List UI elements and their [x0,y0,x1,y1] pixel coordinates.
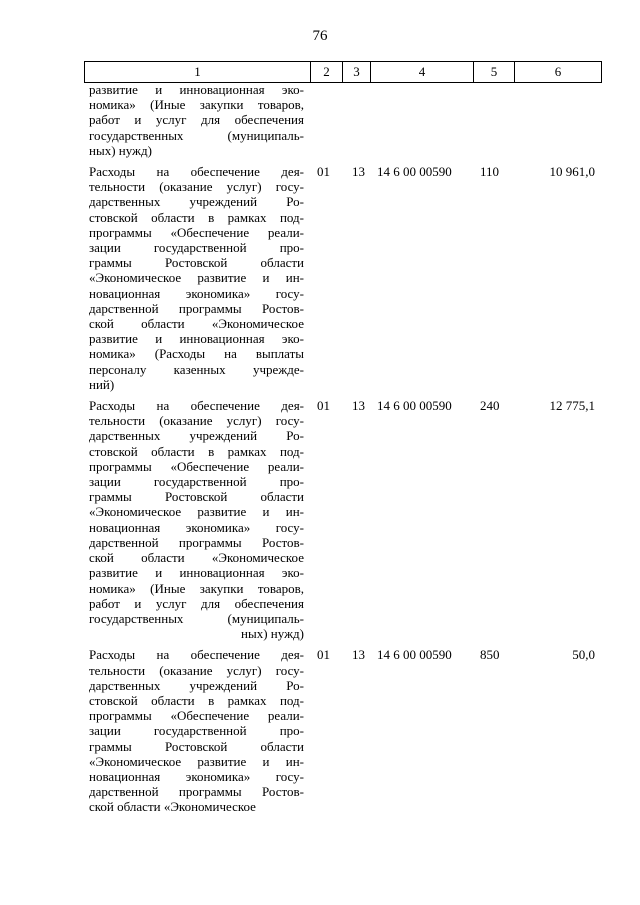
column-header-6: 6 [515,62,602,83]
description-line: номика» (Иные закупки товаров, [89,97,304,113]
table-row [84,82,601,158]
amount-value: 50,0 [572,647,595,663]
description-line: ской области «Экономическое [89,316,304,332]
column-header-2: 2 [311,62,343,83]
description-line: «Экономическое развитие и ин- [89,504,304,520]
expense-description [84,164,304,392]
description-line: ных) нужд) [89,142,152,158]
description-line: граммы Ростовской области [89,738,304,754]
description-line: тельности (оказание услуг) госу- [89,179,304,195]
description-line: программы «Обеспечение реали- [89,224,304,240]
description-line: развитие и инновационная эко- [89,82,304,97]
description-line: стовской области в рамках под- [89,692,304,708]
target-article-code: 14 6 00 00590 [377,647,452,663]
page-number: 76 [312,28,328,44]
amount-value: 10 961,0 [549,164,595,180]
description-line: дарственных учреждений Ро- [89,677,304,693]
description-line: работ и услуг для обеспечения [89,595,304,611]
expense-description [84,647,304,814]
table-row [84,647,601,814]
description-line: программы «Обеспечение реали- [89,708,304,724]
description-line: дарственной программы Ростов- [89,534,304,550]
column-header-3: 3 [343,62,371,83]
table-body [84,82,601,821]
table-row [84,164,601,392]
description-line: тельности (оказание услуг) госу- [89,662,304,678]
section-code: 01 [317,164,330,180]
description-line: номика» (Расходы на выплаты [89,346,304,362]
description-line: граммы Ростовской области [89,255,304,271]
description-line: дарственной программы Ростов- [89,784,304,800]
description-line: стовской области в рамках под- [89,209,304,225]
subsection-code: 13 [352,164,365,180]
description-line: Расходы на обеспечение дея- [89,398,304,414]
description-line: зации государственной про- [89,240,304,256]
column-header-4: 4 [371,62,474,83]
target-article-code: 14 6 00 00590 [377,164,452,180]
description-line: Расходы на обеспечение дея- [89,647,304,663]
description-line: ской области «Экономическое [89,550,304,566]
description-line: развитие и инновационная эко- [89,565,304,581]
description-line: зации государственной про- [89,723,304,739]
description-line: зации государственной про- [89,474,304,490]
description-line: новационная экономика» госу- [89,768,304,784]
description-line: программы «Обеспечение реали- [89,458,304,474]
column-header-1: 1 [85,62,311,83]
table-row [84,398,601,641]
expense-description [84,82,304,158]
description-line: ных) нужд) [241,626,304,642]
description-line: Расходы на обеспечение дея- [89,164,304,180]
target-article-code: 14 6 00 00590 [377,398,452,414]
section-code: 01 [317,647,330,663]
expense-type-code: 240 [480,398,500,414]
section-code: 01 [317,398,330,414]
description-line: новационная экономика» госу- [89,285,304,301]
expense-type-code: 850 [480,647,500,663]
description-line: новационная экономика» госу- [89,519,304,535]
subsection-code: 13 [352,398,365,414]
description-line: дарственных учреждений Ро- [89,428,304,444]
description-line: дарственной программы Ростов- [89,300,304,316]
description-line: ний) [89,376,115,392]
description-line: «Экономическое развитие и ин- [89,753,304,769]
description-line: граммы Ростовской области [89,489,304,505]
column-header-row [84,61,602,83]
description-line: дарственных учреждений Ро- [89,194,304,210]
description-line: работ и услуг для обеспечения [89,112,304,128]
subsection-code: 13 [352,647,365,663]
description-line: «Экономическое развитие и ин- [89,270,304,286]
description-line: номика» (Иные закупки товаров, [89,580,304,596]
description-line: ской области «Экономическое [89,799,256,815]
description-line: государственных (муниципаль- [89,127,304,143]
expense-type-code: 110 [480,164,500,180]
description-line: государственных (муниципаль- [89,610,304,626]
description-line: тельности (оказание услуг) госу- [89,413,304,429]
column-header-5: 5 [474,62,515,83]
expense-description [84,398,304,641]
description-line: развитие и инновационная эко- [89,331,304,347]
description-line: стовской области в рамках под- [89,443,304,459]
amount-value: 12 775,1 [549,398,595,414]
description-line: персоналу казенных учрежде- [89,361,304,377]
